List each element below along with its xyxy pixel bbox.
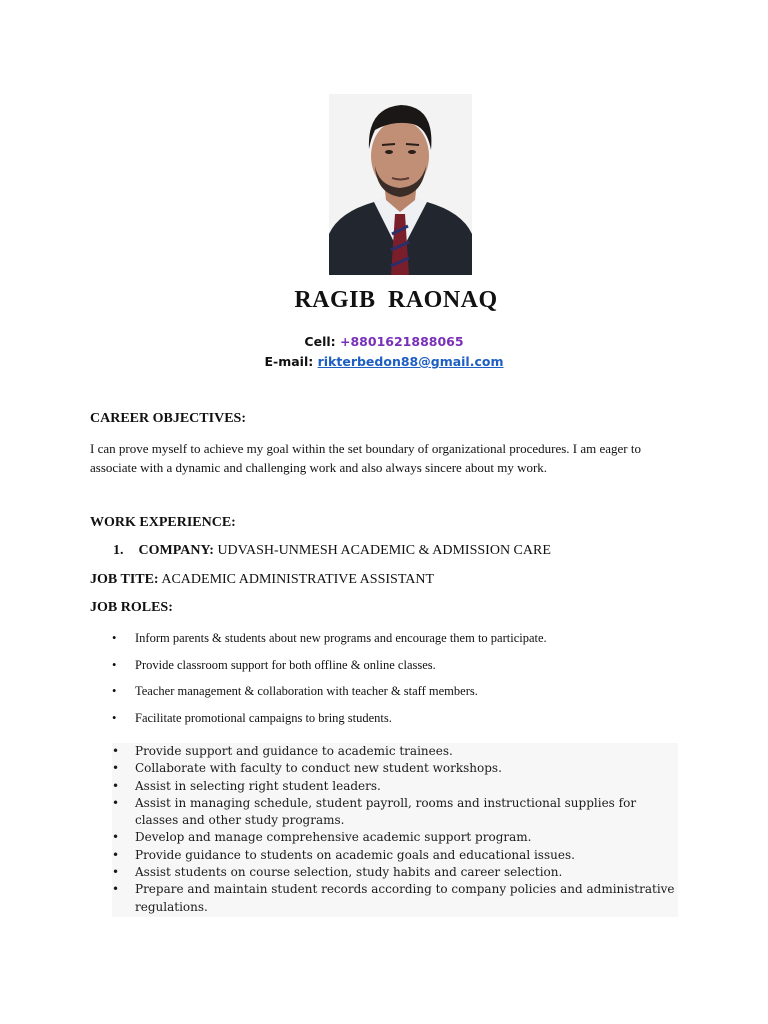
job-roles-list [112, 629, 547, 735]
career-objectives-text: I can prove myself to achieve my goal within the set boundary of organizational procedures. I am eager to associate with a dynamic and challenging work and also always sincere about my work. [90, 441, 641, 475]
list-item: • Provide support and guidance to academic trainees. [112, 743, 678, 760]
list-item: • Inform parents & students about new programs and encourage them to participate. [112, 629, 547, 656]
list-item: • Provide classroom support for both offline & online classes. [112, 656, 547, 683]
career-objectives-heading: CAREER OBJECTIVES: [90, 411, 246, 426]
duties-box [112, 743, 678, 917]
email-label: E-mail: [264, 354, 314, 369]
job-title-label: JOB TITE: [90, 572, 159, 587]
duties-list [112, 743, 678, 916]
work-experience-heading: WORK EXPERIENCE: [90, 515, 236, 530]
cell-number: +8801621888065 [340, 334, 464, 349]
list-item: • Assist in managing schedule, student payroll, rooms and instructional supplies for classes and other study programs. [112, 795, 678, 830]
job-roles-heading: JOB ROLES: [90, 600, 173, 615]
list-item: • Provide guidance to students on academic goals and educational issues. [112, 847, 678, 864]
list-item: • Facilitate promotional campaigns to bring students. [112, 709, 547, 736]
list-item: • Teacher management & collaboration with teacher & staff members. [112, 682, 547, 709]
candidate-name: RAGIB RAONAQ [294, 287, 498, 313]
list-item: • Assist students on course selection, study habits and career selection. [112, 864, 678, 881]
email-line [0, 354, 768, 369]
list-item: • Collaborate with faculty to conduct new student workshops. [112, 760, 678, 777]
cell-line [0, 334, 768, 349]
company-label: COMPANY: [138, 543, 214, 558]
profile-photo [329, 94, 472, 275]
company-line [113, 543, 551, 559]
company-number: 1. [113, 543, 124, 558]
job-title-line [90, 572, 434, 588]
job-title-value: ACADEMIC ADMINISTRATIVE ASSISTANT [161, 572, 435, 587]
list-item: • Assist in selecting right student leaders. [112, 778, 678, 795]
list-item: • Prepare and maintain student records according to company policies and administrative regulations. [112, 881, 678, 916]
email-link[interactable]: rikterbedon88@gmail.com [317, 354, 504, 369]
list-item: • Develop and manage comprehensive academic support program. [112, 829, 678, 846]
cell-label: Cell: [304, 334, 336, 349]
company-value: UDVASH-UNMESH ACADEMIC & ADMISSION CARE [217, 543, 551, 558]
